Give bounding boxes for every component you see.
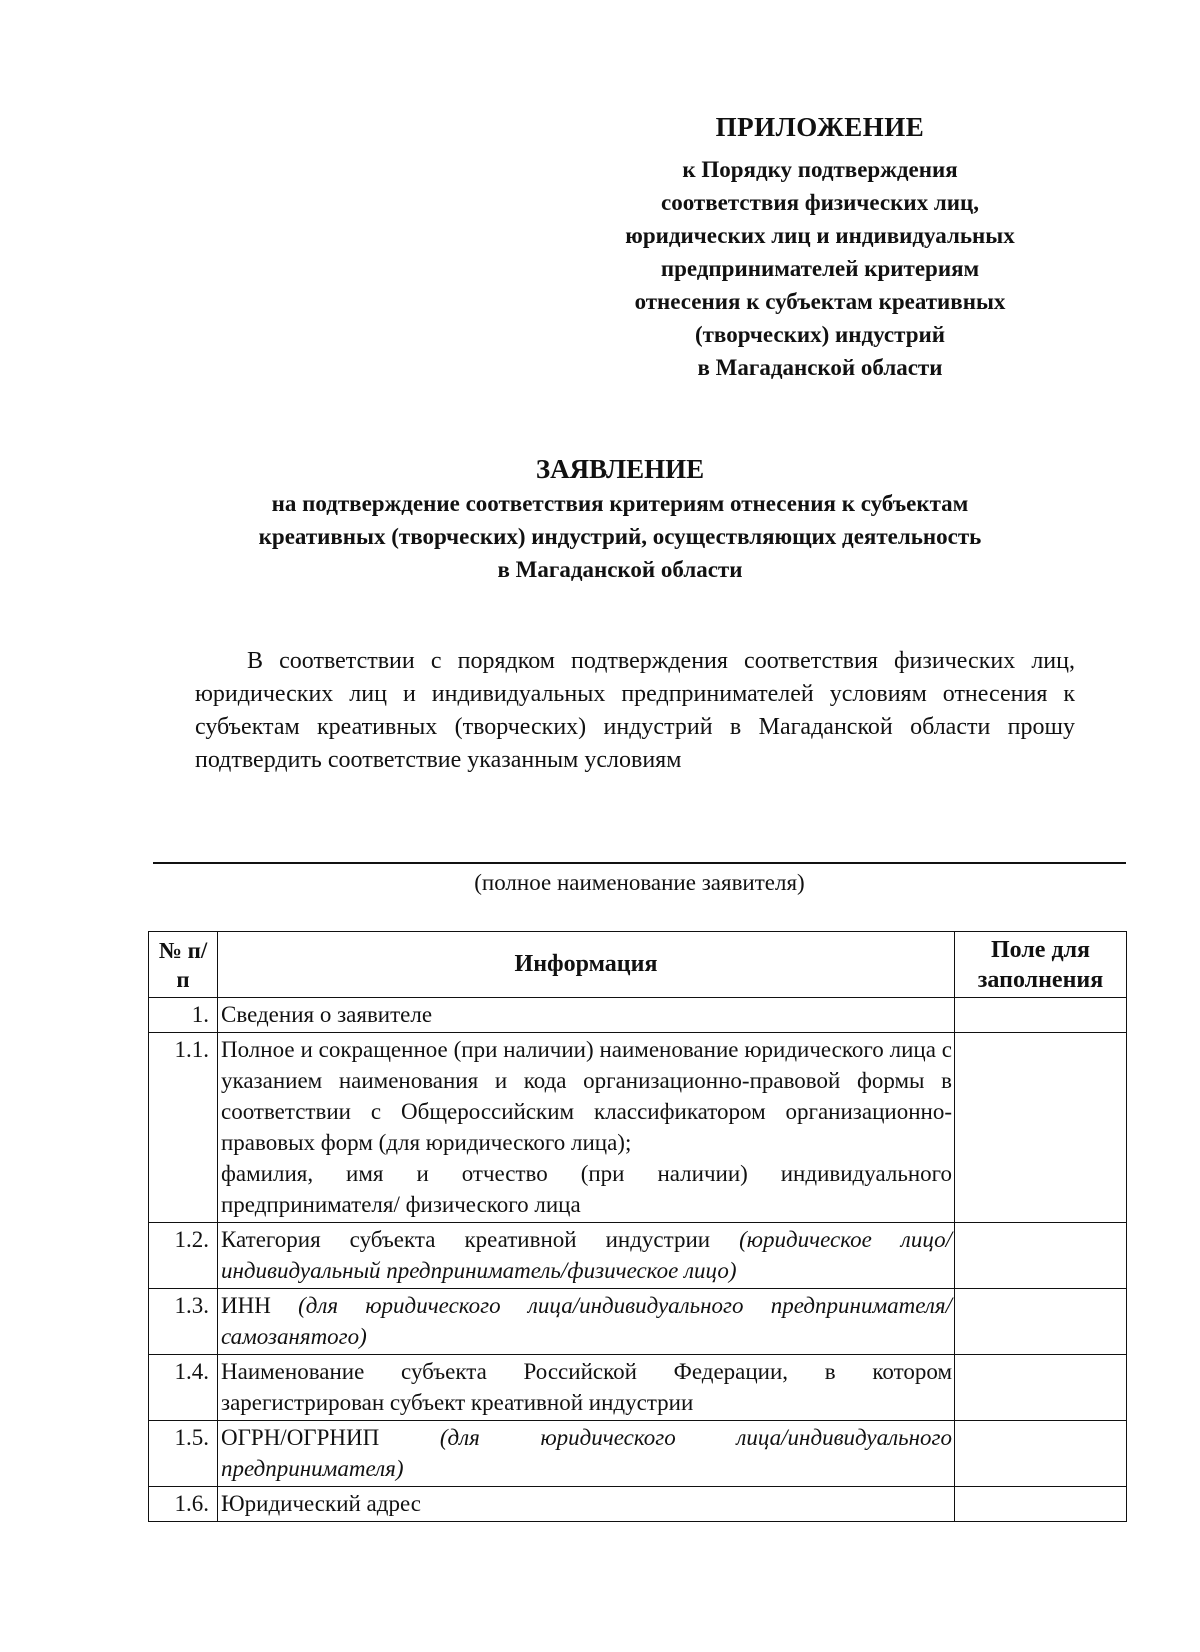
applicant-info-table [148,931,1127,1522]
table-row [149,1223,1127,1289]
row-text: Категория субъекта креативной индустрии [221,1227,740,1252]
appendix-line: (творческих) индустрий [694,322,946,347]
statement-line: креативных (творческих) индустрий, осуществляющих деятельность [258,524,982,549]
row-note: (для юридического лица/индивидуального предпринимателя) [221,1425,952,1481]
row-text: Сведения о заявителе [221,1002,433,1027]
fill-field[interactable] [955,1223,1127,1289]
row-info [218,998,955,1033]
appendix-subtitle [560,153,1080,384]
header-field: Поле для заполнения [955,932,1127,998]
applicant-name-caption: (полное наименование заявителя) [474,870,805,895]
fill-field[interactable] [955,1421,1127,1487]
row-info [218,1223,955,1289]
row-text-secondary: фамилия, имя и отчество (при наличии) индивидуального предпринимателя/ физического лица [221,1161,952,1217]
row-number: 1.1. [149,1033,218,1223]
statement-line: на подтверждение соответствия критериям отнесения к субъектам [271,491,969,516]
appendix-title: ПРИЛОЖЕНИЕ [715,112,925,142]
request-paragraph [195,645,1075,777]
row-note: (для юридического лица/индивидуального предпринимателя/ самозанятого) [221,1293,952,1349]
fill-field[interactable] [955,1487,1127,1522]
appendix-line: отнесения к субъектам креативных [634,289,1006,314]
appendix-line: в Магаданской области [697,355,943,380]
row-number: 1.2. [149,1223,218,1289]
appendix-line: предпринимателей критериям [660,256,980,281]
row-number: 1.3. [149,1289,218,1355]
row-number: 1.4. [149,1355,218,1421]
header-info: Информация [218,932,955,998]
statement-line: в Магаданской области [497,557,743,582]
fill-field[interactable] [955,1033,1127,1223]
row-info [218,1033,955,1223]
row-text: Юридический адрес [221,1491,421,1516]
appendix-line: соответствия физических лиц, [660,190,980,215]
table-row [149,1421,1127,1487]
row-text: Полное и сокращенное (при наличии) наименование юридического лица с указанием наименования и кода организационно-правовой формы в соответствии с Общероссийским классификатором организационно-правовых форм (для юридического лица); [221,1037,952,1155]
appendix-line: к Порядку подтверждения [682,157,958,182]
row-text: ОГРН/ОГРНИП [221,1425,440,1450]
statement-subtitle [170,487,1070,586]
statement-title: ЗАЯВЛЕНИЕ [535,454,705,484]
fill-field[interactable] [955,998,1127,1033]
table-row [149,1289,1127,1355]
row-info [218,1421,955,1487]
row-text: ИНН [221,1293,299,1318]
appendix-header [560,112,1080,384]
row-number: 1.6. [149,1487,218,1522]
table-row [149,1355,1127,1421]
table-row [149,1033,1127,1223]
fill-field[interactable] [955,1289,1127,1355]
row-info [218,1289,955,1355]
table-row [149,1487,1127,1522]
row-info [218,1355,955,1421]
header-num: № п/п [149,932,218,998]
row-number: 1. [149,998,218,1033]
request-text: В соответствии с порядком подтверждения соответствия физических лиц, юридических лиц и индивидуальных предпринимателей условиям отнесения к субъектам креативных (творческих) индустрий в Магаданской области прошу подтвердить соответствие указанным условиям [195,648,1075,773]
fill-field[interactable] [955,1355,1127,1421]
statement-header [170,454,1070,586]
applicant-name-line[interactable] [153,862,1126,864]
row-number: 1.5. [149,1421,218,1487]
row-note: (юридическое лицо/ индивидуальный предприниматель/физическое лицо) [221,1227,953,1283]
row-info [218,1487,955,1522]
row-text: Наименование субъекта Российской Федерации, в котором зарегистрирован субъект креативной индустрии [221,1359,952,1415]
table-row [149,998,1127,1033]
appendix-line: юридических лиц и индивидуальных [625,223,1015,248]
